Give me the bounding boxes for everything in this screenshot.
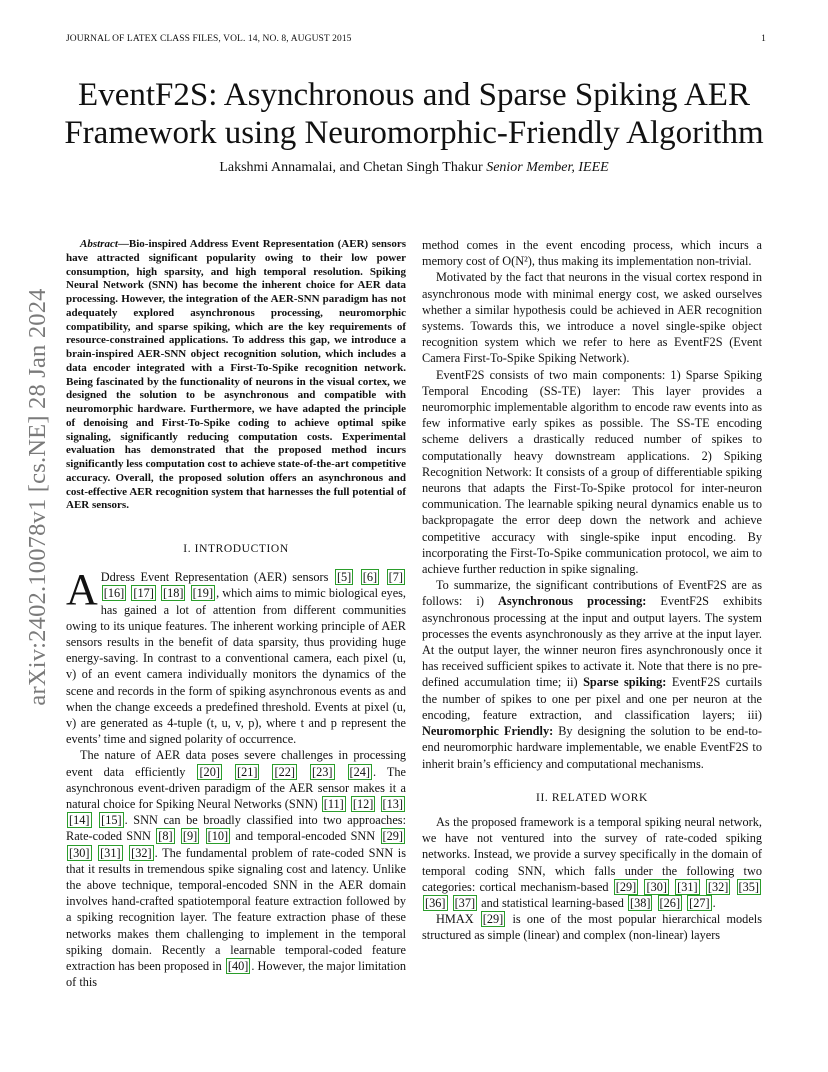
author-affiliation: Senior Member, IEEE	[486, 160, 609, 175]
citation-link[interactable]: [15]	[101, 813, 122, 828]
journal-header: JOURNAL OF LATEX CLASS FILES, VOL. 14, NO. 8, AUGUST 2015	[66, 34, 352, 44]
citation-link[interactable]: [11]	[323, 797, 344, 812]
contrib-text-3: EventF2S curtails the number of spikes to one per pixel and one per neuron at the encoding, feature extraction, and classification layers; iii)	[422, 675, 762, 722]
intro-p2-text-6: . However, the major limitation of this	[66, 959, 406, 990]
author-line	[40, 160, 788, 176]
related-p2-text-1: is one of the most popular hierarchical models structured as simple (linear) and complex (non-linear) layers	[422, 912, 762, 943]
citation-link[interactable]: [35]	[738, 879, 760, 894]
citation-link[interactable]: [38]	[629, 895, 651, 910]
intro-p2-text-2: . The asynchronous event-driven paradigm of the AER sensor makes it a natural choice for Spiking Neural Networks (SNN)	[66, 764, 406, 812]
citation-link[interactable]: [13]	[382, 797, 404, 812]
intro-p2-text-4: and temporal-encoded SNN	[235, 829, 376, 844]
intro-paragraph-4: Motivated by the fact that neurons in the visual cortex respond in asynchronous mode with minimal energy cost, we asked ourselves whether a similar hypothesis could be achieved in AER recognition systems. Towards this, we introduce a novel single-spike object recognition system which we refer to here as EventF2S (Event Camera First-To-Spike Spiking Network).	[422, 270, 762, 366]
intro-p2-text-5: . The fundamental problem of rate-coded SNN is that it results in tremendous spike signaling cost and latency. Unlike the above technique, temporal-encoded SNN in the AER domain involves hand-crafted spatiotemporal feature extraction followed by a spiking recognition layer. The feature extraction phase of these networks makes them challenging to implement in the temporal spiking domain. Recently a learnable temporal-coded feature extraction has been proposed in	[66, 845, 407, 974]
citation-link[interactable]: [31]	[677, 879, 698, 894]
related-paragraph-2	[422, 911, 762, 943]
contrib-text-2: EventF2S exhibits asynchronous processing at the input and output layers. The system processes the events asynchronously as they arrive at the input layer. At the output layer, the winner neuron fires asynchronously once it has received sufficient spikes to activate it. Note that there is no pre-defined accumulation time; ii)	[422, 594, 762, 690]
contrib-bold-1: Asynchronous processing:	[498, 594, 647, 609]
intro-paragraph-3: method comes in the event encoding process, which incurs a memory cost of O(N²), thus making its implementation non-trivial.	[422, 238, 762, 269]
citation-link[interactable]: [12]	[352, 797, 374, 812]
citation-link[interactable]: [9]	[182, 829, 198, 844]
intro-p1-text-2: , which aims to mimic biological eyes, has gained a lot of attention from different communities owing to its unique features. The inherent working principle of AER sensors results in the benefit of data sparsity, thus providing huge energy-saving. In contrast to a conventional camera, each pixel (u, v) of an event camera individually monitors the dynamics of the scene and records in the form of spiking asynchronous events as and when the change exceeds a predefined threshold. Events at pixel (u, v) are generated as 4-tuple (t, u, v, p), where t and p represent the events’ time and signed polarity of occurrence.	[66, 586, 407, 747]
citation-link[interactable]: [6]	[362, 570, 378, 585]
citation-link[interactable]: [8]	[158, 829, 173, 844]
citation-link[interactable]: [7]	[388, 570, 403, 585]
section-heading-related-work: II. RELATED WORK	[536, 791, 648, 804]
intro-paragraph-2	[66, 747, 406, 990]
citation-link[interactable]: [18]	[162, 586, 184, 601]
citation-link[interactable]: [17]	[133, 586, 154, 601]
right-column	[422, 237, 762, 944]
citation-link[interactable]: [14]	[69, 813, 90, 828]
citation-link[interactable]: [37]	[454, 895, 476, 910]
running-header	[66, 34, 766, 48]
contrib-bold-2: Sparse spiking:	[583, 675, 667, 690]
citation-link[interactable]: [21]	[236, 764, 258, 779]
author-names: Lakshmi Annamalai, and Chetan Singh Thakur	[219, 160, 483, 175]
citation-link[interactable]: [29]	[382, 829, 404, 844]
citation-link[interactable]: [23]	[312, 764, 333, 779]
citation-link[interactable]: [27]	[689, 895, 710, 910]
related-p1-text-1: As the proposed framework is a temporal spiking neural network, we have not ventured into the survey of rate-coded spiking networks. Instead, we provide a survey specifically in the domain of temporal coding SNN, which falls under the following two categories: cortical mechanism-based	[422, 814, 762, 894]
citation-link[interactable]: [36]	[425, 895, 446, 910]
related-p1-text-2: and statistical learning-based	[481, 895, 624, 910]
citation-link[interactable]: [40]	[227, 959, 249, 974]
citation-link[interactable]: [16]	[103, 586, 125, 601]
contrib-text-1: To summarize, the significant contributions of EventF2S are as follows: i)	[422, 578, 762, 609]
citation-link[interactable]: [30]	[646, 879, 667, 894]
arxiv-stamp	[18, 288, 58, 706]
citation-link[interactable]: [10]	[207, 829, 229, 844]
contributions-paragraph	[422, 577, 762, 771]
citation-link[interactable]: [31]	[100, 845, 121, 860]
drop-cap: A	[66, 565, 98, 615]
contrib-text-4: By designing the solution to be end-to-end neuromorphic hardware implementable, we enable EventF2S to inherit brain’s efficiency and computational mechanisms.	[422, 724, 762, 771]
citation-link[interactable]: [24]	[349, 764, 371, 779]
intro-p2-text-3: . SNN can be broadly classified into two approaches: Rate-coded SNN	[66, 813, 406, 844]
citation-link[interactable]: [29]	[615, 879, 637, 894]
intro-paragraph-1	[66, 565, 407, 747]
contrib-bold-3: Neuromorphic Friendly:	[422, 724, 554, 739]
arxiv-identifier[interactable]: arXiv:2402.10078v1 [cs.NE] 28 Jan 2024	[24, 288, 51, 706]
page-number: 1	[761, 34, 766, 44]
citation-link[interactable]: [32]	[131, 845, 152, 860]
citation-link[interactable]: [20]	[199, 764, 220, 779]
related-p2-text-0: HMAX	[436, 912, 474, 927]
abstract-label: Abstract	[80, 238, 118, 250]
citation-link[interactable]: [5]	[336, 570, 352, 585]
citation-link[interactable]: [22]	[274, 764, 295, 779]
citation-link[interactable]: [19]	[192, 586, 214, 601]
abstract	[66, 238, 406, 513]
citation-link[interactable]: [32]	[707, 879, 729, 894]
citation-link[interactable]: [30]	[69, 845, 90, 860]
related-paragraph-1	[422, 814, 762, 911]
left-column	[66, 238, 406, 990]
paper-title: EventF2S: Asynchronous and Sparse Spiking AER Framework using Neuromorphic-Friendly Algorithm	[64, 77, 764, 151]
citation-link[interactable]: [26]	[659, 895, 681, 910]
section-heading-introduction: I. INTRODUCTION	[183, 543, 289, 555]
citation-link[interactable]: [29]	[482, 912, 504, 927]
abstract-text: —Bio-inspired Address Event Representation (AER) sensors have attracted significant popularity owing to their low power consumption, high sparsity, and high temporal resolution. Spiking Neural Network (SNN) has become the inherent choice for AER data processing. However, the integration of the AER-SNN paradigm has not adequately explored asynchronous processing, neuromorphic compatibility, and sparse spiking, which are the key requirements of resource-constrained applications. To address this gap, we introduce a brain-inspired AER-SNN object recognition solution, which includes a data encoder integrated with a First-To-Spike recognition network. Being fascinated by the functionality of neurons in the visual cortex, we designed the solution to be asynchronous and compatible with neuromorphic hardware. Furthermore, we have adapted the principle of denoising and First-To-Spike coding to achieve optimal spike signaling, significantly reducing computation costs. Experimental evaluation has demonstrated that the proposed method incurs significantly less computation cost to achieve state-of-the-art competitive accuracy. Overall, the proposed solution offers an asynchronous and cost-effective AER recognition system that harnesses the full potential of AER sensors.	[66, 238, 407, 512]
intro-p2-text-1: The nature of AER data poses severe challenges in processing event data efficiently	[66, 748, 406, 779]
intro-paragraph-5: EventF2S consists of two main components: 1) Sparse Spiking Temporal Encoding (SS-TE) layer: This layer provides a neuromorphic implementable algorithm to encode raw events into as few informative early spikes as possible. The SS-TE encoding scheme delivers a drastically reduced number of spikes to computationally heavy downstream applications. 2) Spiking Recognition Network: It consists of a group of differentiable spiking neurons that adapts the First-To-Spike protocol for inter-neuron communication. The learnable spiking neural dynamics enable us to backpropagate the error deep down the network and achieve competitive accuracy with single-spike input encoding. By incorporating the First-To-Spike communication protocol, we aim to achieve further reduction in spike signaling.	[422, 367, 762, 577]
intro-p1-text-1: Ddress Event Representation (AER) sensors	[100, 570, 329, 585]
related-p1-text-3: .	[712, 895, 716, 910]
